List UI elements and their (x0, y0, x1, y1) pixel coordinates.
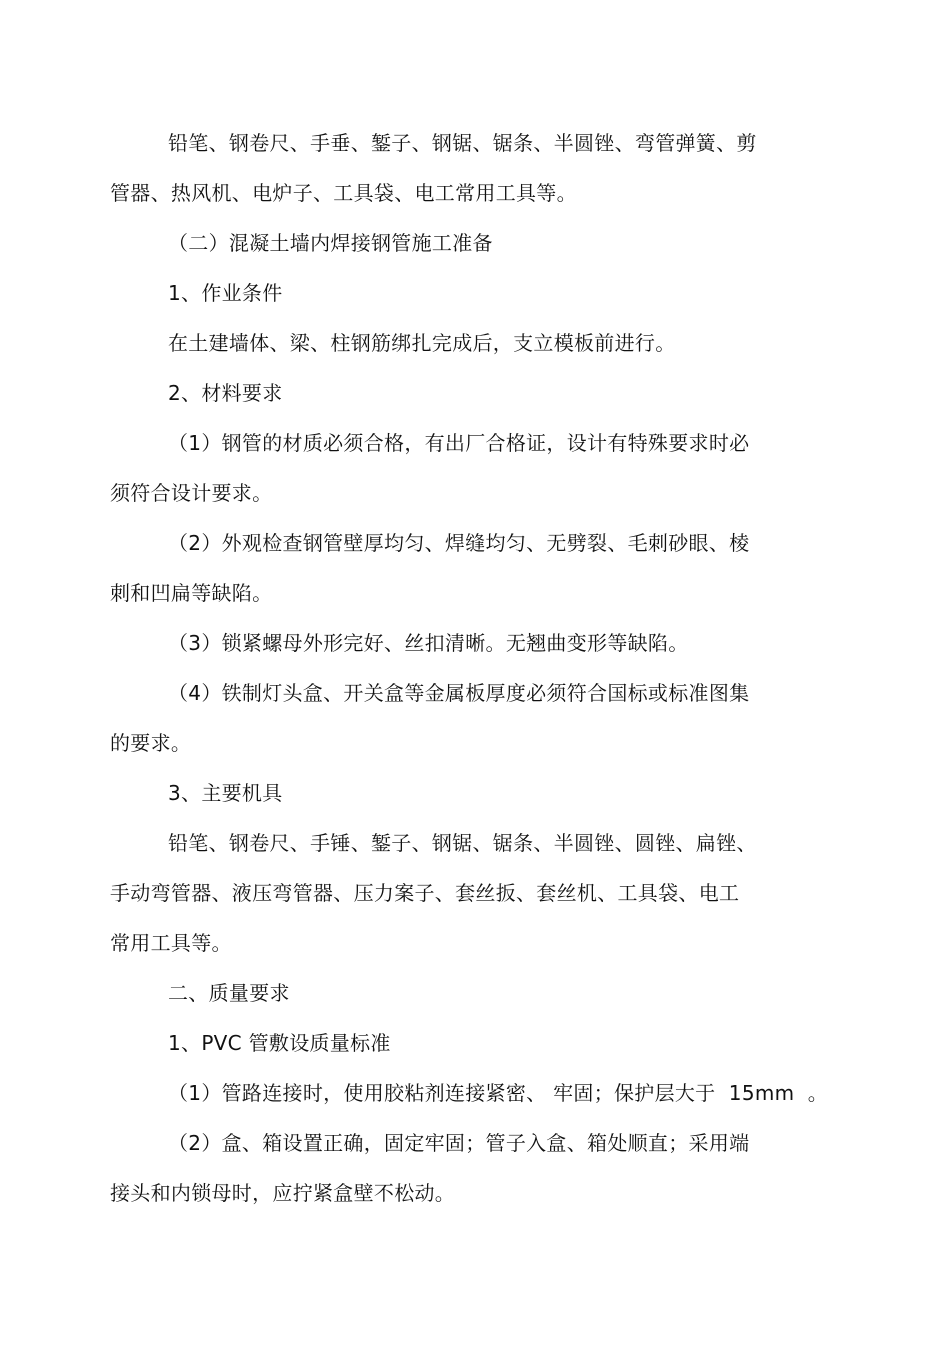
paragraph-line: 接头和内锁母时，应拧紧盒壁不松动。 (110, 1181, 456, 1205)
subsection-heading: 1、作业条件 (168, 281, 283, 305)
paragraph-line: 常用工具等。 (110, 931, 232, 955)
section-heading: 二、质量要求 (168, 981, 290, 1005)
paragraph-line: 在土建墙体、梁、柱钢筋绑扎完成后，支立模板前进行。 (168, 331, 676, 355)
paragraph-line: 铅笔、钢卷尺、手垂、錾子、钢锯、锯条、半圆锉、弯管弹簧、剪 (168, 131, 757, 155)
subsection-heading: 3、主要机具 (168, 781, 283, 805)
paragraph-line: 须符合设计要求。 (110, 481, 273, 505)
paragraph-line: 刺和凹扁等缺陷。 (110, 581, 273, 605)
subsection-heading: 2、材料要求 (168, 381, 283, 405)
paragraph-line: （1）管路连接时，使用胶粘剂连接紧密、 牢固；保护层大于 15mm 。 (168, 1081, 829, 1105)
paragraph-line: （1）钢管的材质必须合格，有出厂合格证，设计有特殊要求时必 (168, 431, 750, 455)
paragraph-line: （3）锁紧螺母外形完好、丝扣清晰。无翘曲变形等缺陷。 (168, 631, 689, 655)
paragraph-line: （2）盒、箱设置正确，固定牢固；管子入盒、箱处顺直；采用端 (168, 1131, 750, 1155)
subsection-heading: 1、PVC 管敷设质量标准 (168, 1031, 391, 1055)
paragraph-line: 的要求。 (110, 731, 192, 755)
paragraph-line: （2）外观检查钢管壁厚均匀、焊缝均匀、无劈裂、毛刺砂眼、棱 (168, 531, 750, 555)
paragraph-line: （4）铁制灯头盒、开关盒等金属板厚度必须符合国标或标准图集 (168, 681, 750, 705)
paragraph-line: 铅笔、钢卷尺、手锤、錾子、钢锯、锯条、半圆锉、圆锉、扁锉、 (168, 831, 757, 855)
paragraph-line: 手动弯管器、液压弯管器、压力案子、套丝扳、套丝机、工具袋、电工 (110, 881, 740, 905)
paragraph-line: 管器、热风机、电炉子、工具袋、电工常用工具等。 (110, 181, 577, 205)
section-heading: （二）混凝土墙内焊接钢管施工准备 (168, 231, 493, 255)
